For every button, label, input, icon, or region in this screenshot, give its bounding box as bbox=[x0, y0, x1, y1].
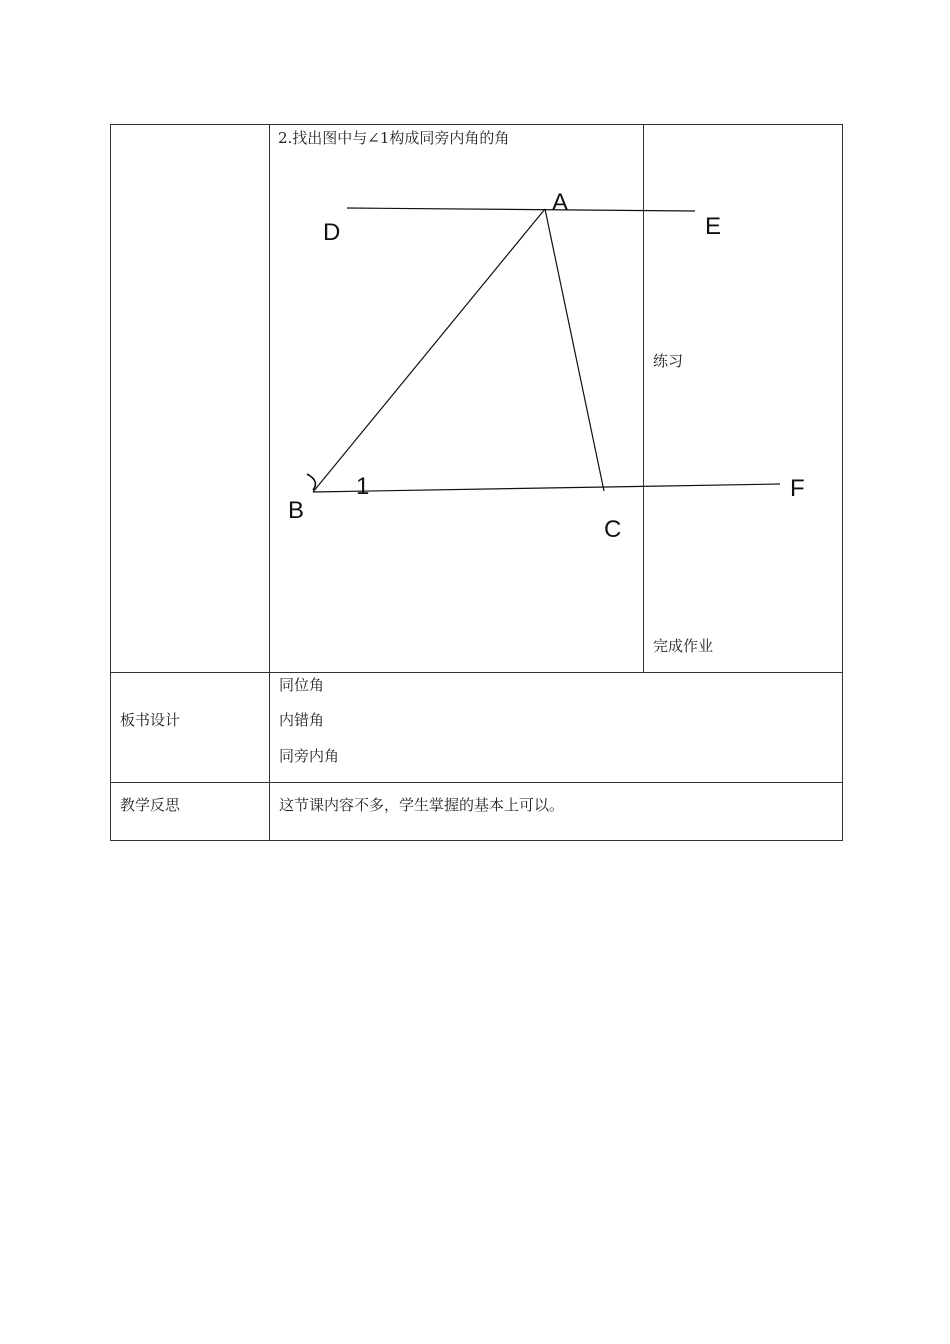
label-A: A bbox=[552, 189, 569, 216]
board-design-label: 板书设计 bbox=[120, 711, 181, 729]
segment-AB bbox=[313, 209, 545, 492]
label-E: E bbox=[705, 213, 722, 240]
board-design-item: 同位角 bbox=[279, 676, 325, 694]
angle-1-arc bbox=[307, 474, 315, 490]
board-design-item: 内错角 bbox=[279, 711, 325, 729]
board-design-item: 同旁内角 bbox=[279, 747, 340, 765]
label-F: F bbox=[790, 475, 805, 502]
line-DE bbox=[347, 208, 695, 211]
label-D: D bbox=[323, 219, 341, 246]
label-B: B bbox=[288, 497, 305, 524]
label-C: C bbox=[604, 516, 622, 543]
reflection-label: 教学反思 bbox=[120, 796, 181, 814]
exercise-question: 2.找出图中与∠1构成同旁内角的角 bbox=[278, 129, 510, 147]
row-divider-2 bbox=[111, 782, 843, 783]
reflection-text: 这节课内容不多，学生掌握的基本上可以。 bbox=[279, 796, 565, 814]
side-note-homework: 完成作业 bbox=[653, 637, 714, 655]
line-BF bbox=[313, 484, 780, 492]
label-angle-1: 1 bbox=[356, 473, 370, 500]
segment-AC bbox=[545, 209, 604, 491]
side-note-practice: 练习 bbox=[653, 352, 684, 370]
